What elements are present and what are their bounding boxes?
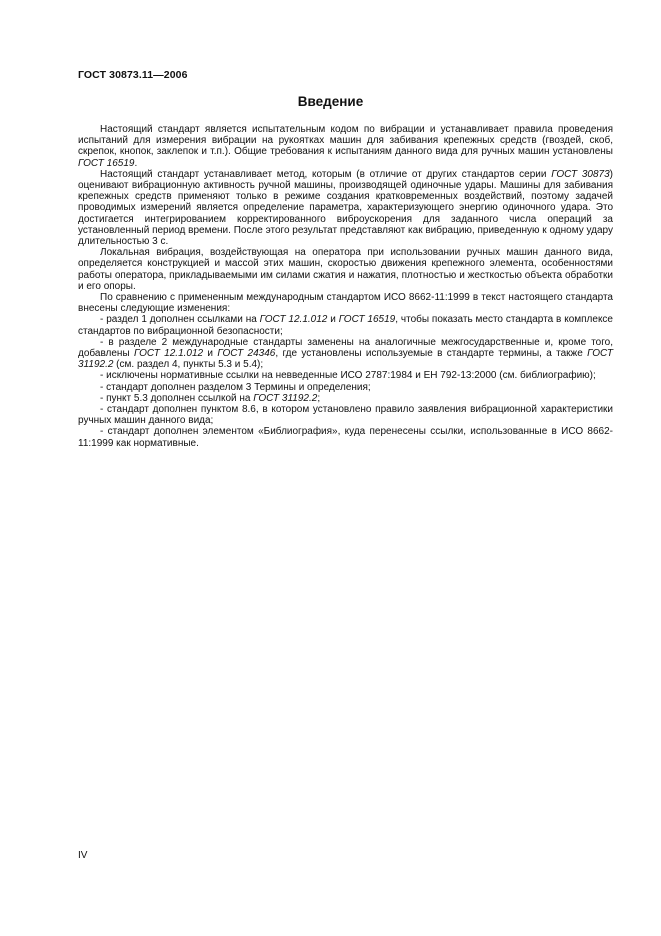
- standard-reference: ГОСТ 30873: [551, 168, 610, 180]
- text-run: и: [327, 314, 339, 326]
- body-paragraph: [78, 292, 613, 314]
- body-paragraph: [78, 169, 613, 247]
- text-run: По сравнению с примененным международным стандартом ИСО 8662-11:1999 в текст настоящего стандарта внесены следующие изменения:: [78, 292, 613, 315]
- standard-reference: ГОСТ 16519: [78, 157, 135, 169]
- text-run: Настоящий стандарт устанавливает метод, которым (в отличие от других стандартов серии: [100, 168, 552, 180]
- text-run: (см. раздел 4, пункты 5.3 и 5.4);: [113, 359, 264, 371]
- text-run: - раздел 1 дополнен ссылками на: [100, 314, 260, 326]
- body-paragraph: [78, 393, 613, 404]
- text-run: .: [134, 157, 138, 169]
- body-paragraph: [78, 247, 613, 292]
- body-paragraph: [78, 426, 613, 448]
- standard-reference: ГОСТ 16519: [338, 314, 396, 326]
- standard-reference: ГОСТ 31192.2: [78, 348, 613, 371]
- section-body: [78, 124, 613, 449]
- text-run: ) оценивают вибрационную активность ручной машины, производящей одиночные удары. Машины для забивания крепежных средств применяют только в режиме создания кратковременных воздействий, поэтому задачей проводимых измерений является определение параметра, характеризующего энергию одиночного удара. Это достигается интегрированием корректированного виброускорения для заданного числа операций за установленный период времени. После этого результат представляют как вибрацию, приведенную к одному удару длительностью 3 с.: [78, 168, 613, 248]
- text-run: - в разделе 2 международные стандарты заменены на аналогичные межгосударственные и, кроме того, добавлены: [78, 336, 613, 360]
- standard-reference: ГОСТ 12.1.012: [259, 314, 328, 326]
- page-number: IV: [78, 850, 88, 861]
- body-paragraph: [78, 124, 613, 169]
- text-run: и: [203, 348, 218, 360]
- text-run: - исключены нормативные ссылки на невведенные ИСО 2787:1984 и ЕН 792-13:2000 (см. библиографию);: [100, 370, 596, 382]
- standard-reference: ГОСТ 12.1.012: [133, 348, 204, 360]
- body-paragraph: [78, 382, 613, 393]
- body-paragraph: [78, 337, 613, 371]
- text-run: - стандарт дополнен элементом «Библиография», куда перенесены ссылки, использованные в ИСО 8662-11:1999 как нормативные.: [78, 426, 613, 449]
- text-run: - стандарт дополнен разделом 3 Термины и определения;: [100, 381, 371, 393]
- text-run: Настоящий стандарт является испытательным кодом по вибрации и устанавливает правила проведения испытаний для измерения вибрации на рукоятках машин для забивания крепежных средств (гвоздей, скоб, скрепок, кнопок, заклепок и т.п.). Общие требования к испытаниям данного вида для ручных машин установлены: [78, 124, 613, 158]
- standard-reference: ГОСТ 24346: [217, 348, 276, 360]
- body-paragraph: [78, 370, 613, 381]
- text-run: , чтобы показать место стандарта в комплексе стандартов по вибрационной безопасности;: [78, 314, 613, 337]
- document-code-header: ГОСТ 30873.11—2006: [78, 69, 188, 81]
- text-run: , где установлены используемые в стандарте термины, а также: [275, 348, 588, 360]
- body-paragraph: [78, 404, 613, 426]
- standard-reference: ГОСТ 31192.2: [253, 392, 318, 404]
- body-paragraph: [78, 314, 613, 336]
- text-run: - стандарт дополнен пунктом 8.6, в котором установлено правило заявления вибрационной характеристики ручных машин данного вида;: [78, 404, 613, 427]
- section-title: Введение: [297, 94, 364, 109]
- text-run: ;: [317, 392, 321, 404]
- text-run: - пункт 5.3 дополнен ссылкой на: [100, 392, 254, 404]
- text-run: Локальная вибрация, воздействующая на оператора при использовании ручных машин данного вида, определяется конструкцией и массой этих машин, скоростью движения крепежного элемента, особенностями работы оператора, прикладываемыми им силами сжатия и нажатия, плотностью и жесткостью объекта обработки и его опоры.: [78, 247, 613, 292]
